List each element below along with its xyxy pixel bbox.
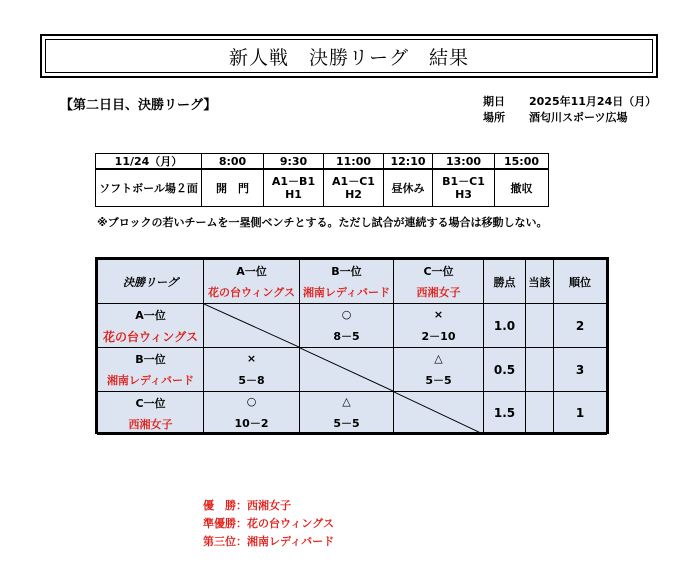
schedule-cell-line1: B1－C1 (442, 175, 485, 188)
col-position: A一位 (236, 264, 267, 278)
match-mark: × (433, 307, 444, 321)
col-position: C一位 (423, 264, 454, 278)
match-mark: ○ (341, 307, 352, 321)
league-table (95, 257, 609, 434)
schedule-cell-line1: 開 門 (216, 181, 249, 195)
row-team: 西湘女子 (128, 417, 173, 431)
match-cell (394, 304, 484, 348)
schedule-cell (433, 169, 495, 207)
schedule-cell-line2: H2 (345, 188, 362, 201)
match-score: 8－5 (333, 329, 360, 343)
league-corner: 決勝リーグ (98, 260, 204, 304)
page-title: 新人戦 決勝リーグ 結果 (228, 46, 469, 69)
schedule-header-cell: 15:00 (495, 154, 549, 170)
tie-cell (526, 392, 554, 435)
place-value: 酒匂川スポーツ広場 (529, 111, 628, 124)
match-cell (204, 348, 300, 392)
schedule-table (95, 153, 549, 207)
runner-up-line: 準優勝：花の台ウィングス (203, 517, 335, 530)
schedule-cell (96, 169, 202, 207)
third-place-line: 第三位：湘南レディバード (203, 535, 335, 548)
league-col-header (300, 260, 394, 304)
schedule-header-cell: 11/24（月） (96, 154, 202, 170)
diagonal-line (300, 348, 393, 391)
tie-cell (526, 304, 554, 348)
rank-cell: 1 (554, 392, 607, 435)
league-row-header (98, 348, 204, 392)
row-team: 花の台ウィングス (103, 329, 198, 344)
diagonal-line (204, 304, 299, 347)
schedule-cell (384, 169, 433, 207)
rank-header: 順位 (554, 260, 607, 304)
match-mark: △ (434, 351, 443, 365)
tie-cell (526, 348, 554, 392)
diagonal-cell (394, 392, 484, 435)
match-mark: △ (342, 395, 351, 409)
schedule-cell-line2: H1 (285, 188, 302, 201)
champion-line: 優 勝：西湘女子 (203, 499, 291, 512)
col-team: 湘南レディバード (302, 286, 391, 300)
bench-note: ※ブロックの若いチームを一塁側ベンチとする。ただし試合が連続する場合は移動しない。 (97, 216, 548, 229)
league-row-header (98, 304, 204, 348)
row-position: B一位 (135, 352, 166, 366)
schedule-cell-line1: ソフトボール場２面 (99, 181, 198, 195)
schedule-cell-line1: 昼休み (391, 181, 425, 195)
match-score: 2－10 (421, 329, 456, 343)
date-value: 2025年11月24日（月） (529, 95, 657, 108)
match-cell (204, 392, 300, 435)
date-key: 期日 (483, 95, 505, 108)
rank-cell: 3 (554, 348, 607, 392)
schedule-cell (264, 169, 324, 207)
match-score: 5－5 (333, 416, 360, 430)
match-score: 10－2 (234, 416, 269, 430)
points-header: 勝点 (484, 260, 526, 304)
schedule-header-cell: 13:00 (433, 154, 495, 170)
points-cell: 1.5 (484, 392, 526, 435)
schedule-cell-line1: 撤収 (510, 181, 533, 195)
match-score: 5－5 (425, 373, 452, 387)
diagonal-line (394, 392, 483, 434)
points-cell: 1.0 (484, 304, 526, 348)
schedule-header-cell: 8:00 (202, 154, 264, 170)
schedule-header-cell: 12:10 (384, 154, 433, 170)
match-cell (300, 304, 394, 348)
schedule-cell-line1: A1－C1 (332, 175, 375, 188)
schedule-cell (495, 169, 549, 207)
schedule-cell (202, 169, 264, 207)
match-mark: × (246, 351, 257, 365)
league-row-header (98, 392, 204, 435)
league-col-header (394, 260, 484, 304)
day-label: 【第二日目、決勝リーグ】 (60, 98, 217, 113)
title-frame (40, 34, 658, 78)
match-cell (394, 348, 484, 392)
col-team: 西湘女子 (416, 286, 461, 300)
match-score: 5－8 (238, 373, 265, 387)
final-results (203, 497, 334, 551)
league-col-header (204, 260, 300, 304)
row-team: 湘南レディバード (106, 374, 195, 388)
col-team: 花の台ウィングス (207, 286, 295, 300)
schedule-cell-line2: H3 (455, 188, 472, 201)
schedule-header-cell: 11:00 (324, 154, 384, 170)
match-cell (300, 392, 394, 435)
row-position: A一位 (135, 308, 166, 322)
schedule-cell (324, 169, 384, 207)
col-position: B一位 (331, 264, 362, 278)
diagonal-cell (300, 348, 394, 392)
diagonal-cell (204, 304, 300, 348)
schedule-header-cell: 9:30 (264, 154, 324, 170)
event-info (483, 94, 656, 126)
place-key: 場所 (483, 111, 505, 124)
points-cell: 0.5 (484, 348, 526, 392)
tie-header: 当該 (526, 260, 554, 304)
row-position: C一位 (135, 396, 166, 410)
rank-cell: 2 (554, 304, 607, 348)
schedule-cell-line1: A1－B1 (271, 175, 316, 188)
match-mark: ○ (246, 395, 257, 409)
